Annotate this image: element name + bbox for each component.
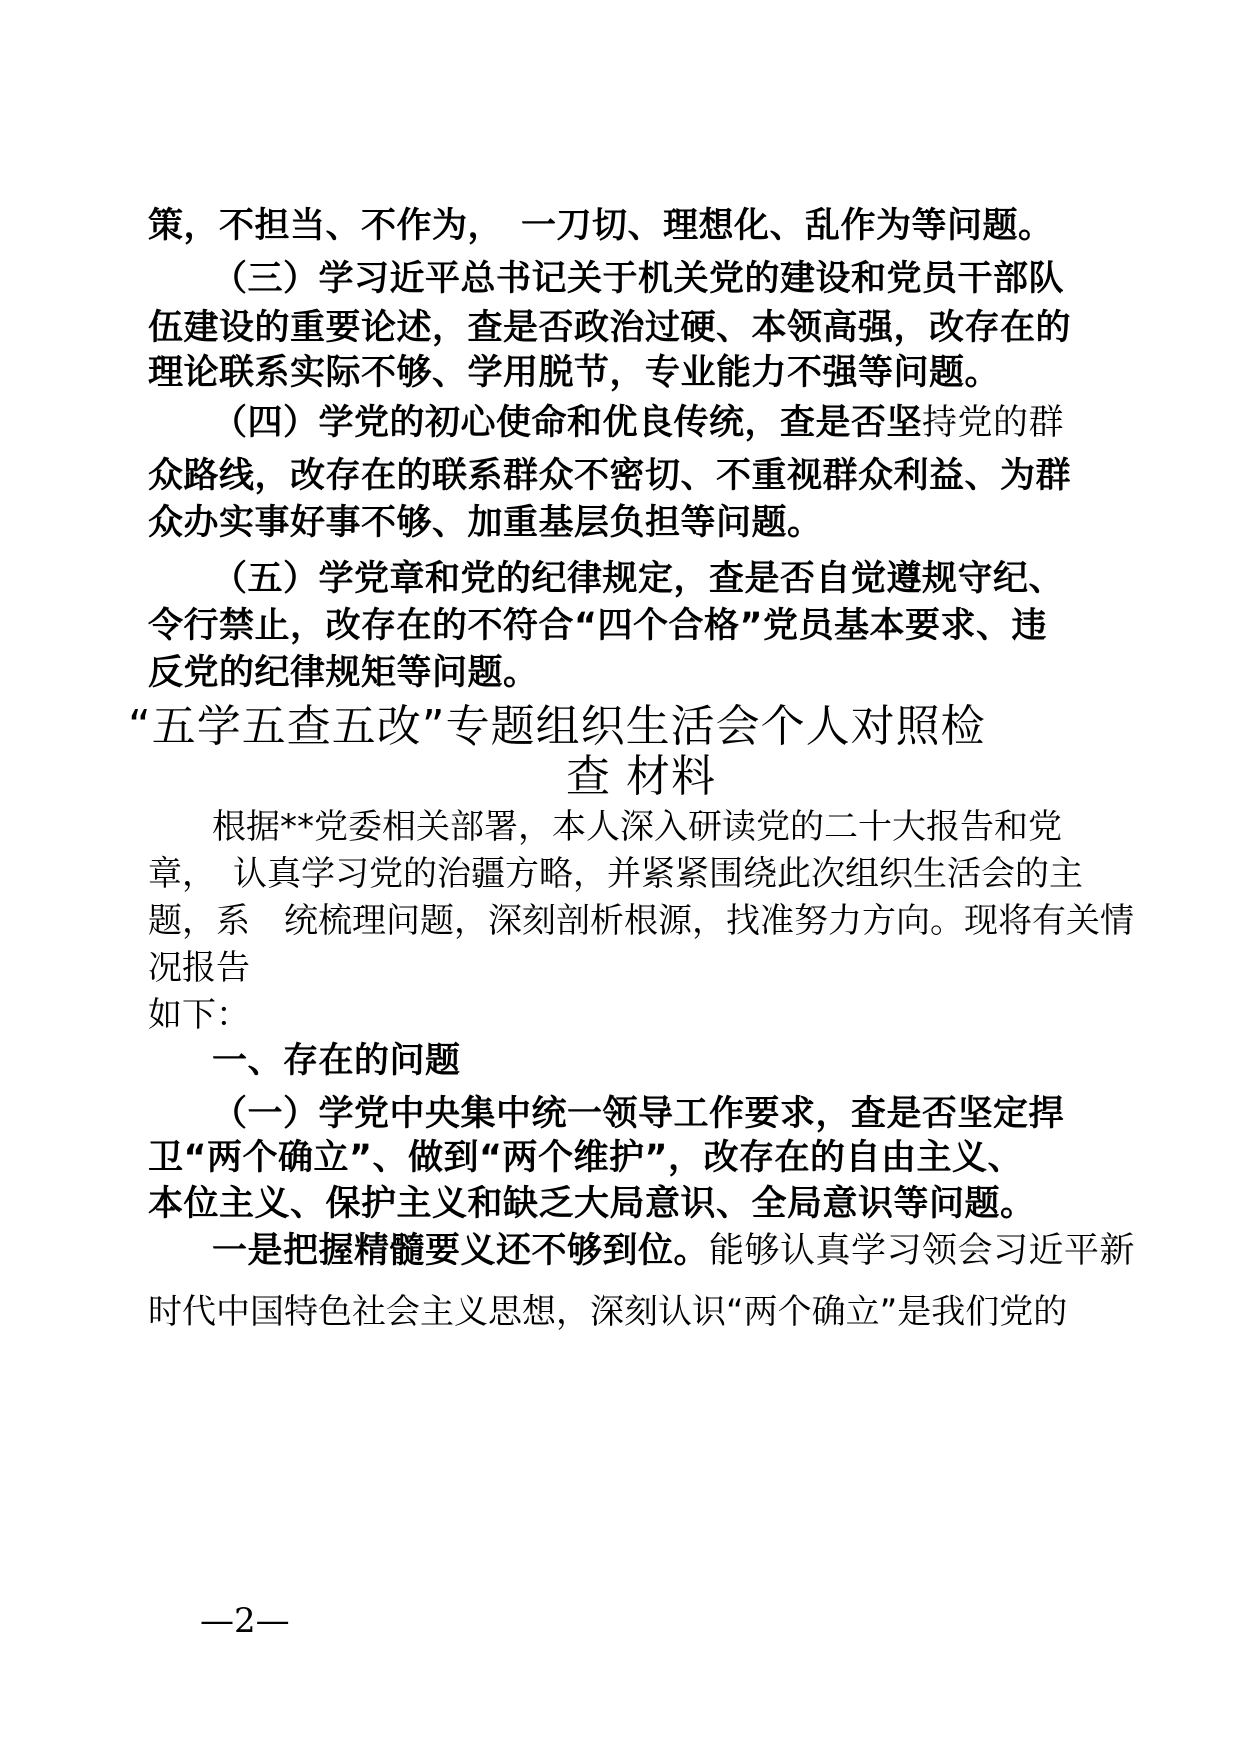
- paragraph-line: 如下：: [148, 995, 250, 1035]
- document-title: 查 材料: [566, 751, 716, 802]
- paragraph-line: 时代中国特色社会主义思想，深刻认识“两个确立”是我们党的: [148, 1292, 1068, 1332]
- paragraph-line: [212, 403, 1065, 443]
- paragraph-line: 卫“两个确立”、做到“两个维护”，改存在的自由主义、: [148, 1138, 1024, 1178]
- paragraph-line: 众路线，改存在的联系群众不密切、不重视群众利益、为群: [148, 456, 1072, 496]
- paragraph-line: 众办实事好事不够、加重基层负担等问题。: [148, 503, 823, 543]
- paragraph-line: 理论联系实际不够、学用脱节，专业能力不强等问题。: [148, 353, 1001, 393]
- paragraph-line: （三）学习近平总书记关于机关党的建设和党员干部队: [212, 259, 1065, 299]
- paragraph-line: 反党的纪律规矩等问题。: [148, 653, 539, 693]
- paragraph-line: 伍建设的重要论述，查是否政治过硬、本领高强，改存在的: [148, 308, 1072, 348]
- plain-run: 持党的群: [922, 403, 1065, 443]
- page-number: —2—: [200, 1601, 290, 1641]
- paragraph-line: 策，不担当、不作为， 一刀切、理想化、乱作为等问题。: [148, 206, 1054, 246]
- paragraph-line: 况报告: [148, 948, 250, 988]
- plain-run: 能够认真学习领会习近平新: [709, 1231, 1136, 1271]
- paragraph-line: 章， 认真学习党的治疆方略，并紧紧围绕此次组织生活会的主: [148, 854, 1083, 894]
- paragraph-line: （五）学党章和党的纪律规定，查是否自觉遵规守纪、: [212, 559, 1065, 599]
- bold-run: （四）学党的初心使命和优良传统，查是否坚: [212, 403, 923, 443]
- paragraph-line: 令行禁止，改存在的不符合“四个合格”党员基本要求、违: [148, 606, 1048, 646]
- paragraph-line: 题，系 统梳理问题，深刻剖析根源，找准努力方向。现将有关情: [148, 901, 1134, 941]
- paragraph-line: 根据**党委相关部署，本人深入研读党的二十大报告和党: [212, 807, 1062, 847]
- paragraph-line: （一）学党中央集中统一领导工作要求，查是否坚定捍: [212, 1094, 1065, 1134]
- section-heading: 一、存在的问题: [212, 1041, 461, 1081]
- paragraph-line: 本位主义、保护主义和缺乏大局意识、全局意识等问题。: [148, 1184, 1036, 1224]
- bold-run: 一是把握精髓要义还不够到位。: [212, 1231, 710, 1271]
- document-title: “五学五查五改”专题组织生活会个人对照检: [128, 701, 986, 752]
- paragraph-line: [212, 1231, 1136, 1271]
